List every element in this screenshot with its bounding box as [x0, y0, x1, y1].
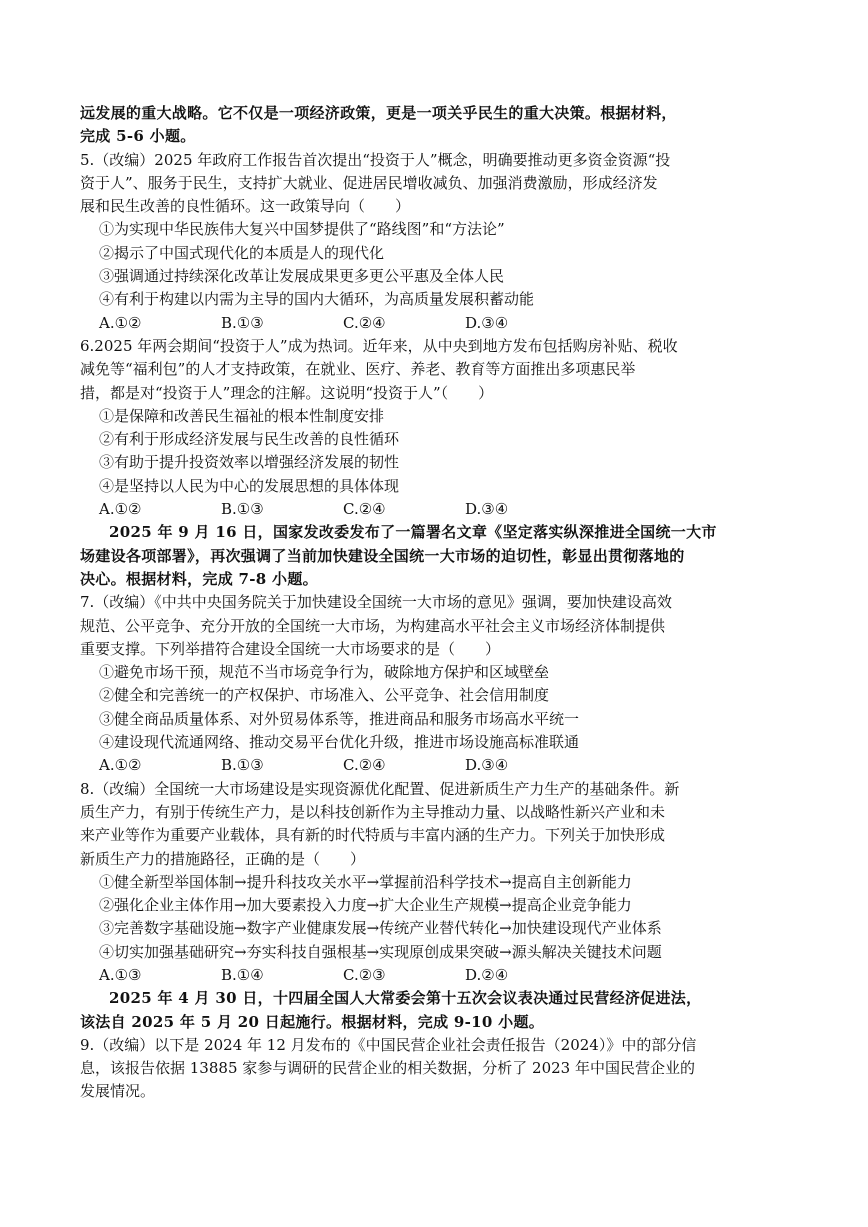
question-stem-line: 来产业等作为重要产业载体，具有新的时代特质与丰富内涵的生产力。下列关于加快形成 [80, 826, 666, 845]
question-stem-line: 8.（改编）全国统一大市场建设是实现资源优化配置、促进新质生产力生产的基础条件。新 [80, 779, 680, 798]
material-intro-line: 场建设各项部署》，再次强调了当前加快建设全国统一大市场的迫切性，彰显出贯彻落地的 [80, 546, 685, 565]
option-statement: ②揭示了中国式现代化的本质是人的现代化 [99, 243, 385, 262]
answer-choice[interactable]: A.①③ [99, 965, 142, 984]
option-statement: ②有利于形成经济发展与民生改善的良性循环 [99, 430, 400, 449]
material-intro-line: 完成 5-6 小题。 [80, 127, 196, 146]
option-statement: ③完善数字基础设施→数字产业健康发展→传统产业替代转化→加快建设现代产业体系 [99, 919, 662, 938]
question-stem-line: 息，该报告依据 13885 家参与调研的民营企业的相关数据，分析了 2023 年中国民营企业的 [80, 1059, 695, 1078]
answer-choice[interactable]: A.①② [99, 313, 142, 332]
answer-choices [80, 964, 790, 987]
question-stem-line: 减免等“福利包”的人才支持政策，在就业、医疗、养老、教育等方面推出多项惠民举 [80, 360, 636, 379]
question-stem-line: 新质生产力的措施路径，正确的是（ ） [80, 849, 366, 868]
answer-choice[interactable]: B.①④ [221, 965, 264, 984]
answer-choice[interactable]: C.②④ [343, 756, 386, 775]
question-stem-line: 5.（改编）2025 年政府工作报告首次提出“投资于人”概念，明确要推动更多资金资源“投 [80, 150, 671, 169]
answer-choice[interactable]: A.①② [99, 756, 142, 775]
question-stem-line: 7.（改编）《中共中央国务院关于加快建设全国统一大市场的意见》强调，要加快建设高效 [80, 593, 672, 612]
answer-choice[interactable]: C.②④ [343, 500, 386, 519]
question-stem-line: 重要支撑。下列举措符合建设全国统一大市场要求的是（ ） [80, 639, 501, 658]
material-intro-line: 决心。根据材料，完成 7-8 小题。 [80, 569, 318, 588]
option-statement: ①避免市场干预，规范不当市场竞争行为，破除地方保护和区域壁垒 [99, 663, 550, 682]
question-stem-line: 资于人”、服务于民生，支持扩大就业、促进居民增收减负、加强消费激励，形成经济发 [80, 173, 658, 192]
answer-choice[interactable]: B.①③ [221, 500, 264, 519]
option-statement: ②强化企业主体作用→加大要素投入力度→扩大企业生产规模→提高企业竞争能力 [99, 896, 632, 915]
option-statement: ①健全新型举国体制→提升科技攻关水平→掌握前沿科学技术→提高自主创新能力 [99, 872, 632, 891]
option-statement: ②健全和完善统一的产权保护、市场准入、公平竞争、社会信用制度 [99, 686, 550, 705]
answer-choice[interactable]: D.③④ [465, 756, 509, 775]
question-stem-line: 规范、公平竞争、充分开放的全国统一大市场，为构建高水平社会主义市场经济体制提供 [80, 616, 666, 635]
answer-choices [80, 498, 790, 521]
material-intro-line: 2025 年 9 月 16 日，国家发改委发布了一篇署名文章《坚定落实纵深推进全国统一大市 [109, 523, 717, 542]
answer-choice[interactable]: C.②③ [343, 965, 386, 984]
question-stem-line: 发展情况。 [80, 1082, 156, 1101]
answer-choice[interactable]: D.③④ [465, 500, 509, 519]
answer-choice[interactable]: A.①② [99, 500, 142, 519]
answer-choices [80, 312, 790, 335]
option-statement: ③有助于提升投资效率以增强经济发展的韧性 [99, 453, 400, 472]
question-stem-line: 质生产力，有别于传统生产力，是以科技创新作为主导推动力量、以战略性新兴产业和未 [80, 802, 666, 821]
option-statement: ④有利于构建以内需为主导的国内大循环，为高质量发展积蓄动能 [99, 290, 535, 309]
option-statement: ④是坚持以人民为中心的发展思想的具体体现 [99, 476, 400, 495]
answer-choice[interactable]: D.②④ [465, 965, 509, 984]
material-intro-line: 该法自 2025 年 5 月 20 日起施行。根据材料，完成 9-10 小题。 [80, 1012, 545, 1031]
answer-choices [80, 754, 790, 777]
option-statement: ④建设现代流通网络、推动交易平台优化升级，推进市场设施高标准联通 [99, 733, 580, 752]
answer-choice[interactable]: B.①③ [221, 313, 264, 332]
option-statement: ①为实现中华民族伟大复兴中国梦提供了“路线图”和“方法论” [99, 220, 505, 239]
answer-choice[interactable]: D.③④ [465, 313, 509, 332]
answer-choice[interactable]: C.②④ [343, 313, 386, 332]
question-stem-line: 6.2025 年两会期间“投资于人”成为热词。近年来，从中央到地方发布包括购房补贴、税收 [80, 336, 678, 355]
question-stem-line: 展和民生改善的良性循环。这一政策导向（ ） [80, 197, 411, 216]
option-statement: ③健全商品质量体系、对外贸易体系等，推进商品和服务市场高水平统一 [99, 709, 580, 728]
question-stem-line: 9.（改编）以下是 2024 年 12 月发布的《中国民营企业社会责任报告（2024）》中的部分信 [80, 1035, 697, 1054]
exam-page [80, 102, 790, 1104]
material-intro-line: 远发展的重大战略。它不仅是一项经济政策，更是一项关乎民生的重大决策。根据材料， [80, 104, 677, 122]
question-stem-line: 措，都是对“投资于人”理念的注解。这说明“投资于人”（ ） [80, 383, 494, 402]
option-statement: ④切实加强基础研究→夯实科技自强根基→实现原创成果突破→源头解决关键技术问题 [99, 942, 662, 961]
answer-choice[interactable]: B.①③ [221, 756, 264, 775]
option-statement: ③强调通过持续深化改革让发展成果更多更公平惠及全体人民 [99, 267, 505, 286]
option-statement: ①是保障和改善民生福祉的根本性制度安排 [99, 406, 385, 425]
material-intro-line: 2025 年 4 月 30 日，十四届全国人大常委会第十五次会议表决通过民营经济促进法， [109, 989, 702, 1008]
